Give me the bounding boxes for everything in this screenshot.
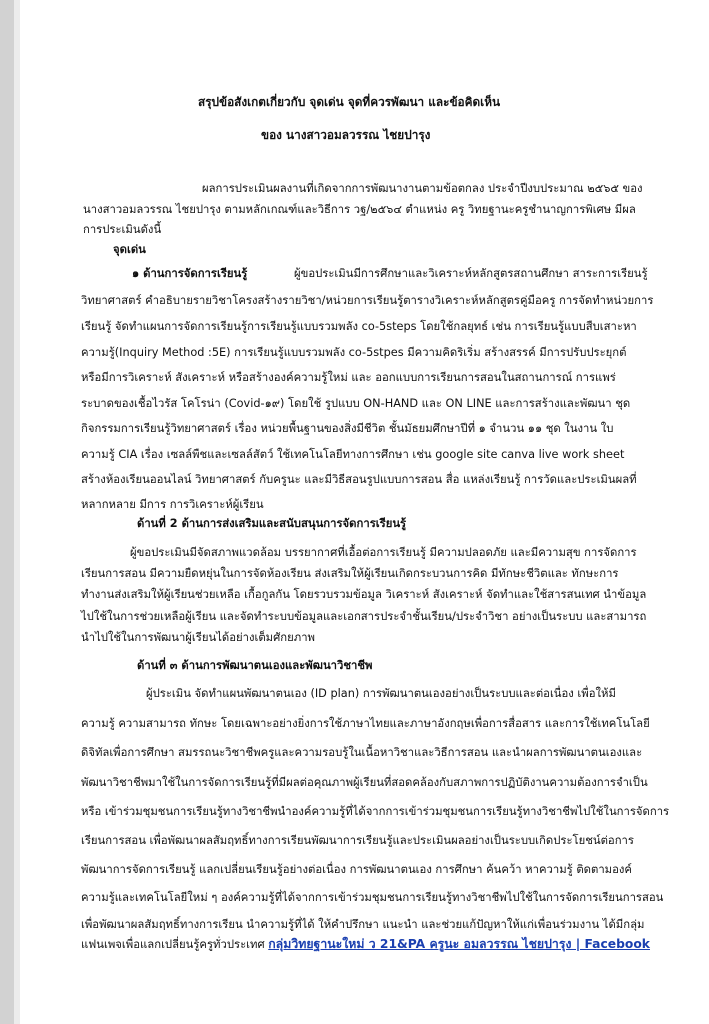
side1-line: วิทยาศาสตร์ คำอธิบายรายวิชาโครงสร้างรายวิชา/หน่วยการเรียนรู้ตารางวิเคราะห์หลักสูตรคู่มือครู การจัดทำหน่วยการ — [81, 294, 654, 307]
side3-line: เรียนการสอน เพื่อพัฒนาผลสัมฤทธิ์ทางการเรียนพัฒนาการเรียนรู้และประเมินผลอย่างเป็นระบบเกิดประโยชน์ต่อการ — [81, 834, 634, 847]
facebook-group-link[interactable]: กลุ่มวิทยฐานะใหม่ ว 21&PA ครูนะ อมลวรรณ ไชยปารุง | Facebook — [268, 937, 650, 951]
side1-heading: ๑ ด้านการจัดการเรียนรู้ — [132, 267, 248, 280]
intro-line-1: ผลการประเมินผลงานที่เกิดจากการพัฒนางานตามข้อตกลง ประจำปีงบประมาณ ๒๕๖๕ ของ — [202, 182, 643, 195]
side3-heading: ด้านที่ ๓ ด้านการพัฒนาตนเองและพัฒนาวิชาชีพ — [137, 659, 373, 672]
side1-line: ระบาดของเชื้อไวรัส โคโรน่า (Covid-๑๙) โดยใช้ รูปแบบ ON-HAND และ ON LINE และการสร้างและพัฒนา ชุด — [81, 397, 631, 410]
last-line — [81, 936, 650, 953]
side2-line: นำไปใช้ในการพัฒนาผู้เรียนได้อย่างเต็มศักยภาพ — [81, 631, 315, 644]
side3-line: หรือ เข้าร่วมชุมชนการเรียนรู้ทางวิชาชีพนำองค์ความรู้ที่ได้จากการเข้าร่วมชุมชนการเรียนรู้ทางวิชาชีพไปใช้ในการจัดการ — [81, 805, 670, 818]
side2-line: เรียนการสอน มีความยืดหยุ่นในการจัดห้องเรียน ส่งเสริมให้ผู้เรียนเกิดกระบวนการคิด มีทักษะชีวิตและ ทักษะการ — [81, 567, 619, 580]
side3-line: พัฒนาการจัดการเรียนรู้ แลกเปลี่ยนเรียนรู้อย่างต่อเนื่อง การพัฒนาตนเอง การศึกษา ค้นคว้า หาความรู้ ติดตามองค์ — [81, 863, 632, 876]
document-subtitle: ของ นางสาวอมลวรรณ ไชยปารุง — [261, 128, 431, 142]
side1-line: กิจกรรมการเรียนรู้วิทยาศาสตร์ เรื่อง หน่วยพื้นฐานของสิ่งมีชีวิต ชั้นมัธยมศึกษาปีที่ ๑ จำนวน ๑๑ ชุด ในงาน ใบ — [81, 422, 614, 435]
side1-line: ความรู้ CIA เรื่อง เซลล์พืชและเซลล์สัตว์ ใช้เทคโนโลยีทางการศึกษา เช่น google site canva live work sheet — [81, 448, 625, 461]
side1-first-line: ผู้ขอประเมินมีการศึกษาและวิเคราะห์หลักสูตรสถานศึกษา สาระการเรียนรู้ — [294, 267, 648, 280]
side3-line: ผู้ประเมิน จัดทำแผนพัฒนาตนเอง (ID plan) การพัฒนาตนเองอย่างเป็นระบบและต่อเนื่อง เพื่อให้มี — [146, 687, 616, 700]
intro-line-3: การประเมินดังนี้ — [83, 223, 162, 236]
side3-line: ดิจิทัลเพื่อการศึกษา สมรรถนะวิชาชีพครูและความรอบรู้ในเนื้อหาวิชาและวิธีการสอน และนำผลการพัฒนาตนเองและ — [81, 746, 643, 759]
side3-line: เพื่อพัฒนาผลสัมฤทธิ์ทางการเรียน นำความรู้ที่ได้ ให้คำปรึกษา แนะนำ และช่วยแก้ปัญหาให้แก่เพื่อนร่วมงาน ได้มีกลุ่ม — [81, 918, 645, 931]
strengths-heading: จุดเด่น — [113, 243, 146, 256]
side1-line: หลากหลาย มีการ การวิเคราะห์ผู้เรียน — [81, 498, 264, 511]
side2-line: ไปใช้ในการช่วยเหลือผู้เรียน และจัดทำระบบข้อมูลและเอกสารประจำชั้นเรียน/ประจำวิชา อย่างเป็นระบบ และสามารถ — [81, 610, 647, 623]
side2-line: ผู้ขอประเมินมีจัดสภาพแวดล้อม บรรยากาศที่เอื้อต่อการเรียนรู้ มีความปลอดภัย และมีความสุข การจัดการ — [130, 546, 637, 559]
side1-line: เรียนรู้ จัดทำแผนการจัดการเรียนรู้การเรียนรู้แบบรวมพลัง co-5steps โดยใช้กลยุทธ์ เช่น การเรียนรู้แบบสืบเสาะหา — [81, 320, 637, 333]
intro-line-2: นางสาวอมลวรรณ ไชยปารุง ตามหลักเกณฑ์และวิธีการ วฐ/๒๕๖๔ ตำแหน่ง ครู วิทยฐานะครูชำนาญการพิเศษ มีผล — [83, 203, 636, 216]
document-page — [20, 0, 709, 1024]
side1-line: สร้างห้องเรียนออนไลน์ วิทยาศาสตร์ กับครูนะ และมีวิธีสอนรูปแบบการสอน สื่อ แหล่งเรียนรู้ การวัดและประเมินผลที่ — [81, 473, 637, 486]
side2-heading: ด้านที่ 2 ด้านการส่งเสริมและสนับสนุนการจัดการเรียนรู้ — [137, 517, 407, 530]
side3-line: ความรู้ ความสามารถ ทักษะ โดยเฉพาะอย่างยิ่งการใช้ภาษาไทยและภาษาอังกฤษเพื่อการสื่อสาร และการใช้เทคโนโลยี — [81, 717, 650, 730]
window-left-edge — [0, 0, 14, 1024]
side2-line: ทำงานส่งเสริมให้ผู้เรียนช่วยเหลือ เกื้อกูลกัน โดยรวบรวมข้อมูล วิเคราะห์ สังเคราะห์ จัดทำและใช้สารสนเทศ นำข้อมูล — [81, 588, 647, 601]
document-title: สรุปข้อสังเกตเกี่ยวกับ จุดเด่น จุดที่ควรพัฒนา และข้อคิดเห็น — [198, 95, 501, 109]
side1-line: ความรู้(Inquiry Method :5E) การเรียนรู้แบบรวมพลัง co-5stpes มีความคิดริเริ่ม สร้างสรรค์ มีการปรับประยุกต์ — [81, 346, 627, 359]
side3-line: ความรู้และเทคโนโลยีใหม่ ๆ องค์ความรู้ที่ได้จากการเข้าร่วมชุมชนการเรียนรู้ทางวิชาชีพไปใช้ในการจัดการเรียนการสอน — [81, 891, 664, 904]
side3-line: พัฒนาวิชาชีพมาใช้ในการจัดการเรียนรู้ที่มีผลต่อคุณภาพผู้เรียนที่สอดคล้องกับสภาพการปฏิบัติงานความต้องการจำเป็น — [81, 776, 648, 789]
last-line-prefix: แฟนเพจเพื่อแลกเปลี่ยนรู้ครูทั่วประเทศ — [81, 938, 269, 951]
side1-line: หรือมีการวิเคราะห์ สังเคราะห์ หรือสร้างองค์ความรู้ใหม่ และ ออกแบบการเรียนการสอนในสถานการณ์ การแพร่ — [81, 371, 616, 384]
